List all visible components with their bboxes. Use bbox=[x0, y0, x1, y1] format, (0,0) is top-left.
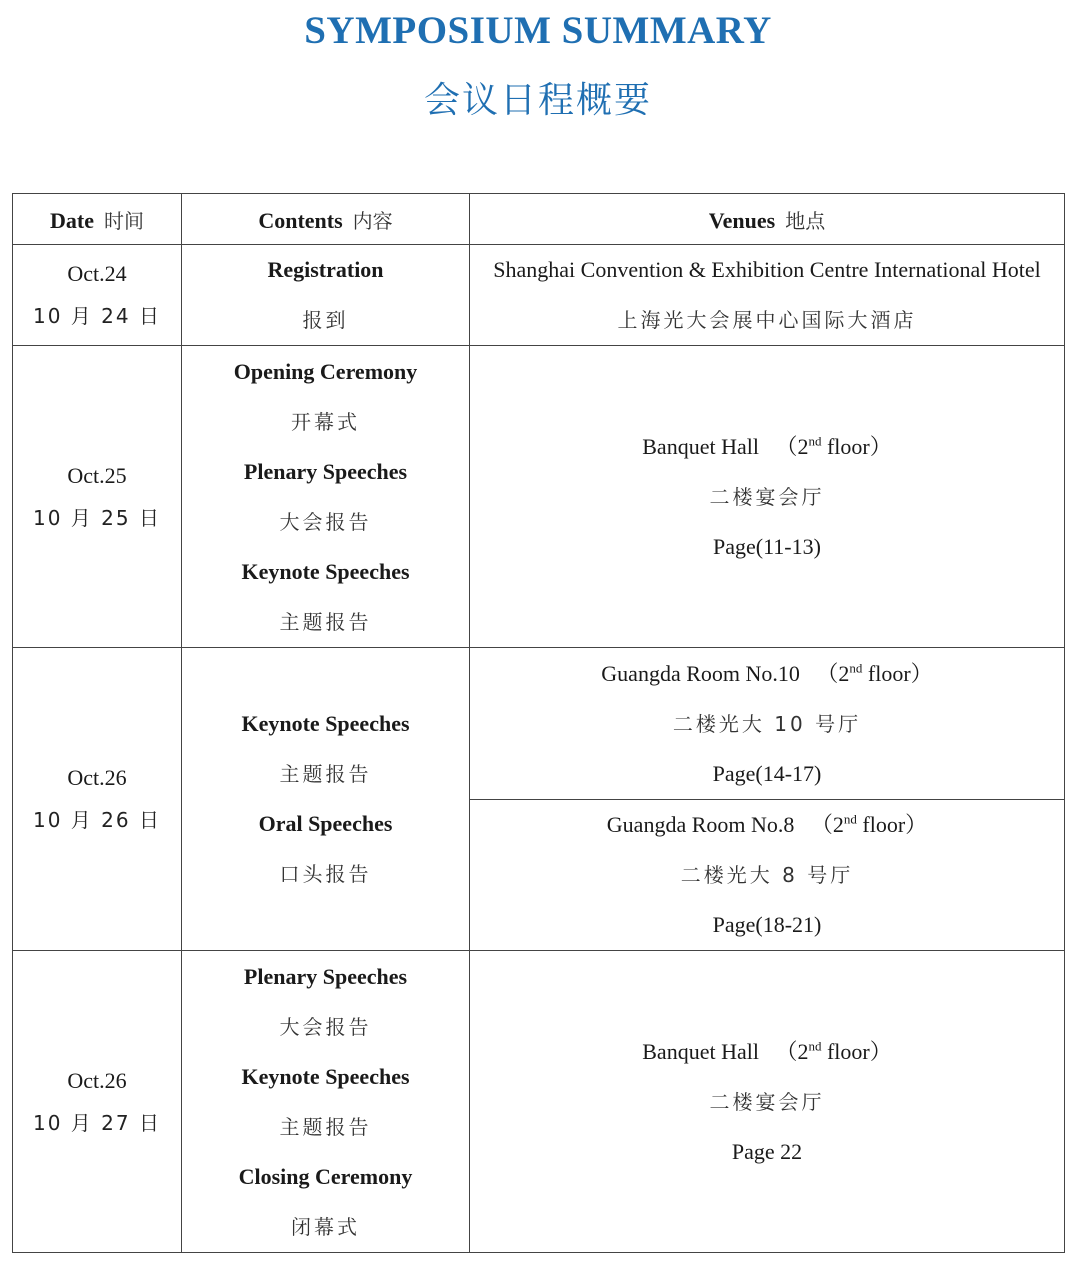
venue-name: Guangda Room No.8 （2nd floor） bbox=[606, 811, 928, 837]
schedule-table bbox=[12, 193, 1065, 1253]
date-zh: 10 月 26 日 bbox=[33, 808, 161, 832]
table-row bbox=[13, 648, 1065, 800]
date-cell bbox=[13, 245, 182, 346]
content-en: Keynote Speeches bbox=[241, 1063, 410, 1089]
venue-cell bbox=[470, 800, 1065, 951]
venue-page: Page(11-13) bbox=[713, 533, 821, 559]
date-cell bbox=[13, 346, 182, 648]
date-en: Oct.26 bbox=[67, 1067, 127, 1093]
content-en: Closing Ceremony bbox=[238, 1163, 413, 1189]
table-row bbox=[13, 245, 1065, 346]
date-zh: 10 月 24 日 bbox=[33, 304, 161, 328]
content-en: Plenary Speeches bbox=[243, 458, 408, 484]
content-zh: 闭幕式 bbox=[291, 1214, 360, 1239]
content-zh: 主题报告 bbox=[279, 1114, 372, 1139]
table-row bbox=[13, 346, 1065, 648]
content-en: Keynote Speeches bbox=[241, 558, 410, 584]
content-zh: 开幕式 bbox=[291, 409, 360, 434]
header-venues: Venues 地点 bbox=[470, 194, 1065, 245]
page-subtitle: 会议日程概要 bbox=[423, 80, 652, 121]
venue-cell bbox=[470, 648, 1065, 800]
page-title: SYMPOSIUM SUMMARY bbox=[304, 9, 772, 52]
content-en: Registration bbox=[267, 257, 384, 282]
table-row bbox=[13, 951, 1065, 1253]
table-header-row bbox=[13, 194, 1065, 245]
contents-cell bbox=[182, 648, 470, 951]
venue-page: Page(18-21) bbox=[712, 912, 822, 937]
date-zh: 10 月 27 日 bbox=[33, 1110, 161, 1135]
content-zh: 大会报告 bbox=[279, 1014, 372, 1039]
venue-name: Banquet Hall （2nd floor） bbox=[642, 433, 892, 459]
content-en: Plenary Speeches bbox=[243, 963, 408, 989]
venue-page: Page 22 bbox=[731, 1138, 803, 1164]
venue-page: Page(14-17) bbox=[712, 760, 822, 786]
content-en: Keynote Speeches bbox=[241, 711, 410, 736]
date-zh: 10 月 25 日 bbox=[33, 505, 161, 530]
venue-cell bbox=[470, 346, 1065, 648]
content-en: Oral Speeches bbox=[258, 811, 393, 836]
content-zh: 主题报告 bbox=[279, 762, 372, 786]
contents-cell bbox=[182, 346, 470, 648]
contents-cell bbox=[182, 245, 470, 346]
content-zh: 报到 bbox=[302, 308, 349, 332]
date-en: Oct.24 bbox=[67, 261, 127, 286]
contents-cell bbox=[182, 951, 470, 1253]
date-cell bbox=[13, 951, 182, 1253]
date-cell bbox=[13, 648, 182, 951]
venue-name: Guangda Room No.10 （2nd floor） bbox=[601, 660, 933, 686]
venue-name: Banquet Hall （2nd floor） bbox=[642, 1038, 892, 1064]
header-contents: Contents 内容 bbox=[182, 194, 470, 245]
venue-zh: 上海光大会展中心国际大酒店 bbox=[617, 308, 917, 332]
venue-zh: 二楼光大 8 号厅 bbox=[680, 863, 854, 887]
date-en: Oct.26 bbox=[67, 765, 127, 790]
date-en: Oct.25 bbox=[67, 462, 127, 488]
venue-zh: 二楼宴会厅 bbox=[709, 484, 825, 509]
content-zh: 大会报告 bbox=[279, 509, 372, 534]
content-zh: 口头报告 bbox=[279, 862, 372, 886]
venue-en: Shanghai Convention & Exhibition Centre International Hotel bbox=[493, 257, 1041, 282]
content-zh: 主题报告 bbox=[279, 609, 372, 634]
header-date: Date 时间 bbox=[13, 194, 182, 245]
venue-zh: 二楼光大 10 号厅 bbox=[672, 711, 862, 736]
venue-zh: 二楼宴会厅 bbox=[709, 1089, 825, 1114]
venue-cell bbox=[470, 245, 1065, 346]
content-en: Opening Ceremony bbox=[233, 358, 418, 384]
venue-cell bbox=[470, 951, 1065, 1253]
